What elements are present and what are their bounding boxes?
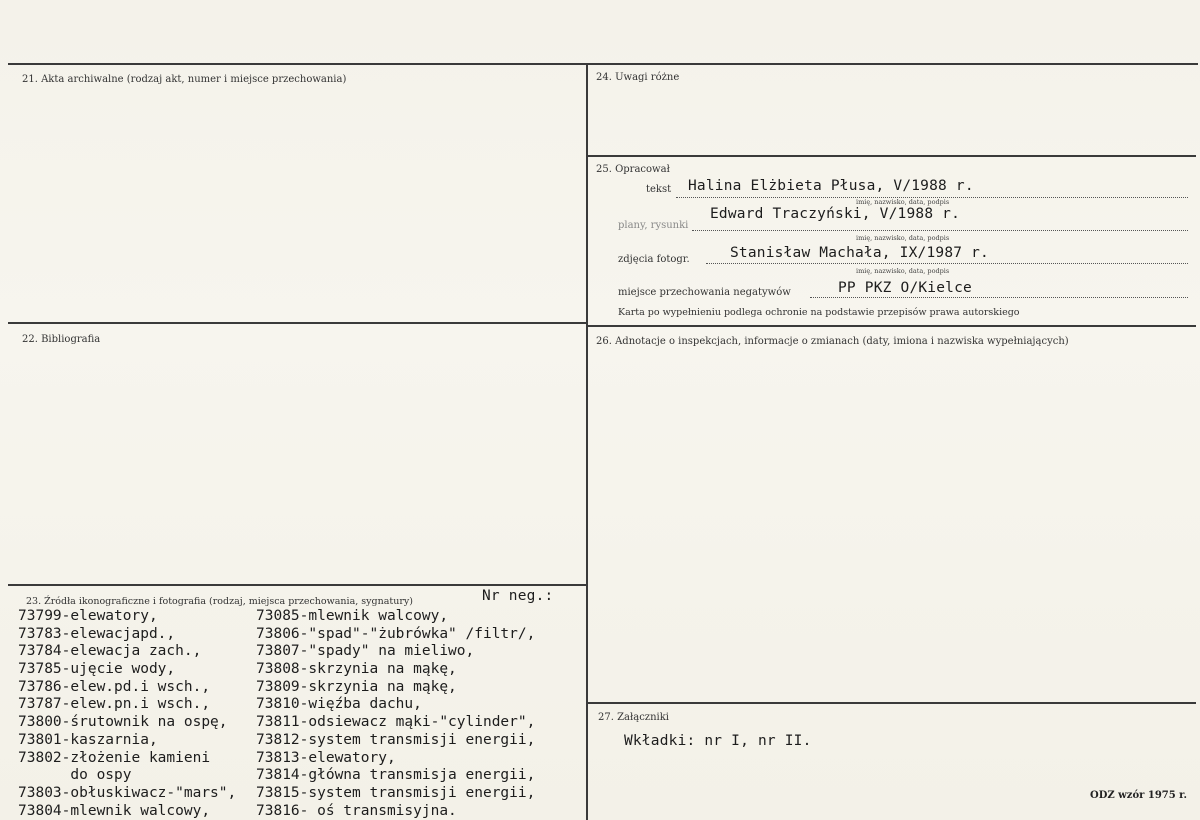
negative-item: 73813-elewatory, <box>256 749 396 766</box>
divider-21-22 <box>8 322 586 324</box>
negative-item: 73812-system transmisji energii, <box>256 731 536 748</box>
negative-item: 73787-elew.pn.i wsch., <box>18 696 211 713</box>
tekst-caption: imię, nazwisko, data, podpis <box>856 198 950 206</box>
negative-item: 73807-"spady" na mieliwo, <box>256 643 475 660</box>
negative-item: 73085-mlewnik walcowy, <box>256 608 449 624</box>
plany-line <box>692 230 1188 231</box>
plany-caption: imię, nazwisko, data, podpis <box>856 234 950 242</box>
negative-item: 73802-złożenie kamieni <box>18 749 211 766</box>
miejsce-line <box>810 297 1188 298</box>
section-21-label: 21. Akta archiwalne (rodzaj akt, numer i miejsce przechowania) <box>22 74 347 85</box>
plany-value: Edward Traczyński, V/1988 r. <box>710 206 961 222</box>
negative-item: 73808-skrzynia na mąkę, <box>256 661 457 678</box>
negative-item: 73785-ujęcie wody, <box>18 661 176 678</box>
negative-item: do ospy <box>18 767 132 784</box>
negative-item: 73815-system transmisji energii, <box>256 784 536 801</box>
section-27-label: 27. Załączniki <box>598 712 669 723</box>
negative-item: 73786-elew.pd.i wsch., <box>18 678 211 695</box>
copyright-note: Karta po wypełnieniu podlega ochronie na podstawie przepisów prawa autorskiego <box>618 307 1020 318</box>
tekst-label: tekst <box>646 184 672 195</box>
negative-item: 73803-obłuskiwacz-"mars", <box>18 784 237 801</box>
form-label: ODZ wzór 1975 r. <box>1090 790 1188 801</box>
negative-item: 73806-"spad"-"żubrówka" /filtr/, <box>256 625 536 642</box>
section-25-label: 25. Opracował <box>596 164 670 175</box>
miejsce-label: miejsce przechowania negatywów <box>618 287 791 298</box>
zdjecia-label: zdjęcia fotogr. <box>618 254 690 265</box>
divider-26-27 <box>588 702 1196 704</box>
section-24-label: 24. Uwagi różne <box>596 72 680 83</box>
section-23-label: 23. Źródła ikonograficzne i fotografia (rodzaj, miejsca przechowania, sygnatury) <box>26 596 413 607</box>
plany-label: plany, rysunki <box>618 220 689 231</box>
negative-item: 73811-odsiewacz mąki-"cylinder", <box>256 714 536 731</box>
zdjecia-value: Stanisław Machała, IX/1987 r. <box>730 245 989 261</box>
miejsce-value: PP PKZ O/Kielce <box>838 280 972 296</box>
top-border <box>8 63 1198 65</box>
section-26-label: 26. Adnotacje o inspekcjach, informacje o zmianach (daty, imiona i nazwiska wypełniających) <box>596 336 1069 347</box>
negative-item: 73810-więźba dachu, <box>256 696 422 713</box>
negative-item: 73783-elewacjapd., <box>18 625 176 642</box>
center-divider <box>586 63 588 820</box>
zdjecia-caption: imię, nazwisko, data, podpis <box>856 267 950 275</box>
negatives-header: Nr neg.: <box>482 588 554 604</box>
divider-22-23 <box>8 584 586 586</box>
section-22-label: 22. Bibliografia <box>22 334 101 345</box>
negatives-list-right <box>256 608 535 820</box>
negative-item: 73799-elewatory, <box>18 608 158 624</box>
divider-24-25 <box>588 155 1196 157</box>
zdjecia-line <box>706 263 1188 264</box>
divider-25-26 <box>588 325 1196 327</box>
negative-item: 73800-śrutownik na ospę, <box>18 714 228 731</box>
negative-item: 73809-skrzynia na mąkę, <box>256 678 457 695</box>
negatives-list-left <box>18 608 236 820</box>
negative-item: 73814-główna transmisja energii, <box>256 767 536 784</box>
negative-item: 73801-kaszarnia, <box>18 731 158 748</box>
tekst-value: Halina Elżbieta Płusa, V/1988 r. <box>688 178 974 194</box>
attachments-value: Wkładki: nr I, nr II. <box>624 733 812 749</box>
negative-item: 73804-mlewnik walcowy, <box>18 802 211 819</box>
negative-item: 73784-elewacja zach., <box>18 643 202 660</box>
negative-item: 73816- oś transmisyjna. <box>256 802 457 819</box>
